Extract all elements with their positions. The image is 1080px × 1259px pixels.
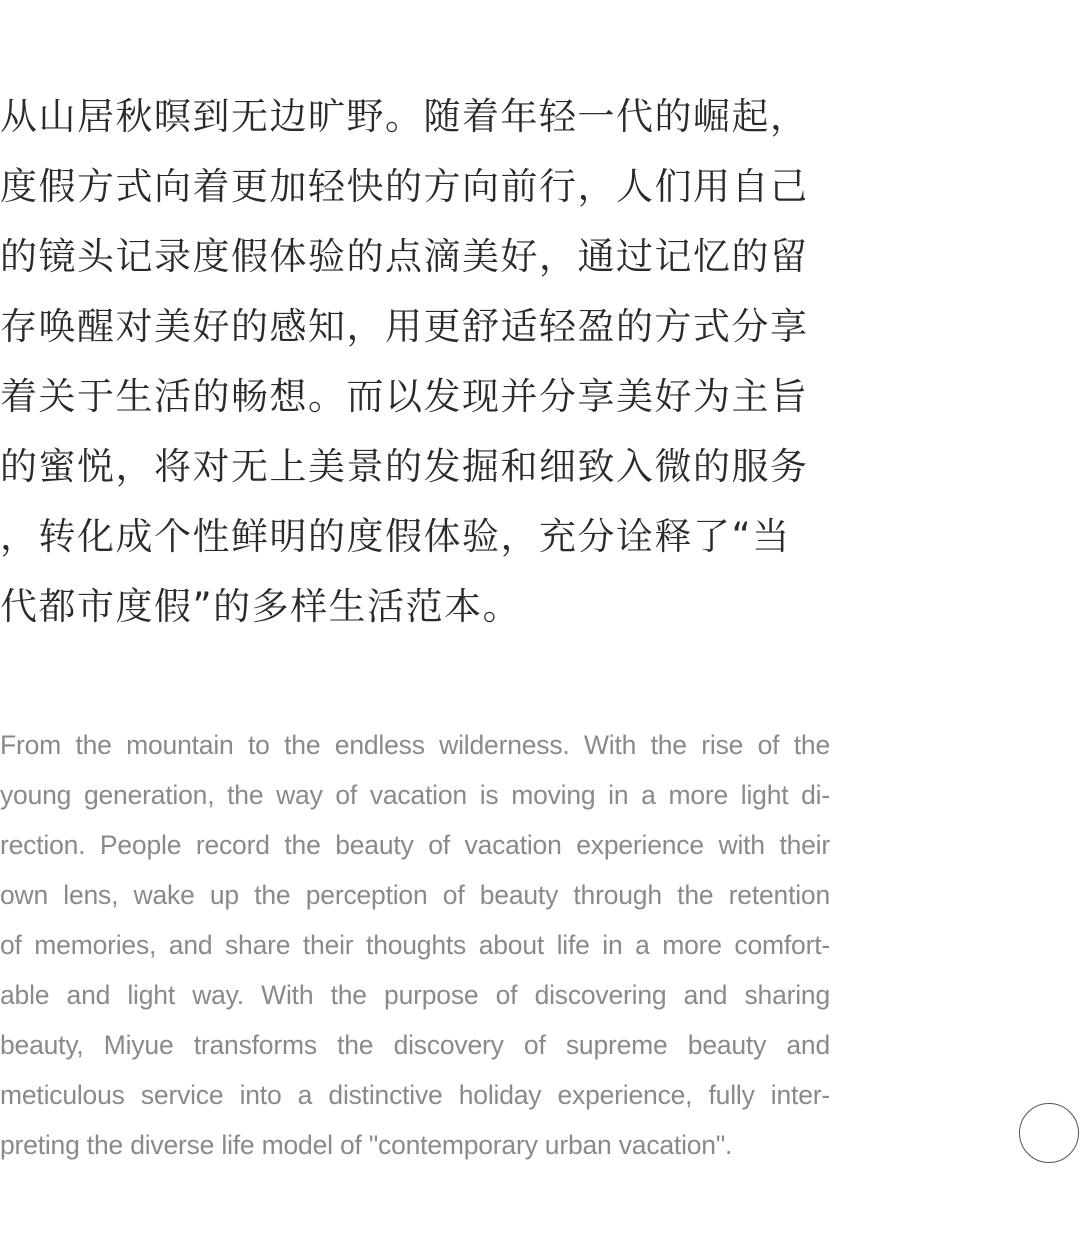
english-line: preting the diverse life model of "contemporary urban vacation". (0, 1130, 733, 1160)
chinese-line: 着关于生活的畅想。而以发现并分享美好为主旨 (0, 375, 809, 418)
english-line: beauty, Miyue transforms the discovery of supreme beauty and (0, 1030, 830, 1060)
chinese-paragraph (0, 82, 830, 642)
english-line: meticulous service into a distinctive holiday experience, fully inter- (0, 1080, 830, 1110)
circle-outline-icon[interactable] (1019, 1103, 1079, 1163)
chinese-line: 度假方式向着更加轻快的方向前行，人们用自己 (0, 165, 809, 208)
chinese-line: 代都市度假”的多样生活范本。 (0, 585, 522, 628)
chinese-line: 存唤醒对美好的感知，用更舒适轻盈的方式分享 (0, 305, 809, 348)
english-line: young generation, the way of vacation is moving in a more light di- (0, 780, 830, 810)
chinese-line: 的镜头记录度假体验的点滴美好，通过记忆的留 (0, 235, 809, 278)
english-paragraph (0, 720, 830, 1170)
english-line: From the mountain to the endless wilderness. With the rise of the (0, 730, 830, 760)
english-line: rection. People record the beauty of vacation experience with their (0, 830, 830, 860)
english-line: able and light way. With the purpose of discovering and sharing (0, 980, 830, 1010)
english-line: own lens, wake up the perception of beauty through the retention (0, 880, 830, 910)
english-line: of memories, and share their thoughts about life in a more comfort- (0, 930, 830, 960)
chinese-line: ，转化成个性鲜明的度假体验，充分诠释了“当 (0, 515, 791, 558)
chinese-line: 从山居秋暝到无边旷野。随着年轻一代的崛起， (0, 95, 809, 138)
chinese-line: 的蜜悦，将对无上美景的发掘和细致入微的服务 (0, 445, 809, 488)
